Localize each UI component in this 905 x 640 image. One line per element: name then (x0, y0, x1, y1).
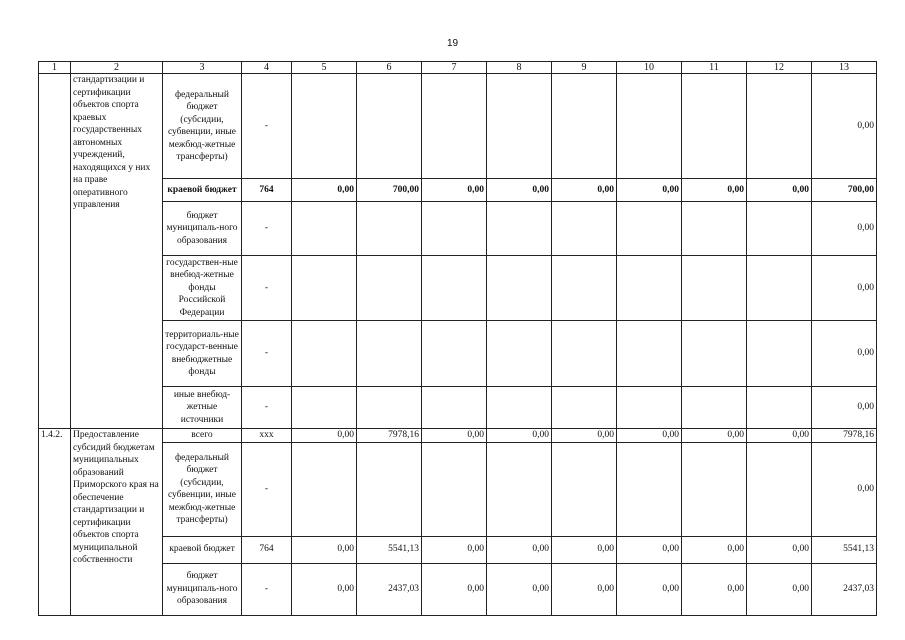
header-cell: 1 (39, 62, 71, 74)
total-cell: 0,00 (812, 442, 877, 536)
value-cell (682, 74, 747, 179)
value-cell (682, 256, 747, 321)
value-cell: 0,00 (747, 179, 812, 202)
value-cell (292, 74, 357, 179)
header-row (39, 62, 877, 74)
value-cell (747, 387, 812, 429)
value-cell: 0,00 (487, 429, 552, 443)
header-cell: 10 (617, 62, 682, 74)
header-cell: 4 (242, 62, 292, 74)
total-cell: 0,00 (812, 256, 877, 321)
value-cell (617, 74, 682, 179)
header-cell: 8 (487, 62, 552, 74)
value-cell (487, 256, 552, 321)
funding-source: территориаль-ные государст-венные внебюджетные фонды (163, 321, 242, 387)
value-cell (747, 74, 812, 179)
value-cell (422, 256, 487, 321)
value-cell (422, 442, 487, 536)
value-cell: 0,00 (487, 563, 552, 615)
value-cell: 7978,16 (357, 429, 422, 443)
value-cell (357, 74, 422, 179)
funding-source: государствен-ные внебюд-жетные фонды Российской Федерации (163, 256, 242, 321)
budget-code: 764 (242, 536, 292, 563)
table-row (39, 179, 877, 202)
budget-code: - (242, 387, 292, 429)
value-cell (292, 256, 357, 321)
total-cell: 0,00 (812, 321, 877, 387)
budget-code: - (242, 563, 292, 615)
value-cell (422, 74, 487, 179)
value-cell: 0,00 (292, 179, 357, 202)
header-cell: 13 (812, 62, 877, 74)
value-cell (487, 387, 552, 429)
table-row (39, 429, 877, 443)
value-cell (552, 387, 617, 429)
value-cell (617, 321, 682, 387)
header-cell: 2 (71, 62, 163, 74)
table-row (39, 202, 877, 256)
value-cell (487, 442, 552, 536)
value-cell (357, 321, 422, 387)
funding-source: бюджет муниципаль-ного образования (163, 563, 242, 615)
value-cell (682, 321, 747, 387)
value-cell (682, 442, 747, 536)
budget-table (38, 61, 877, 616)
funding-source: федеральный бюджет (субсидии, субвенции, иные межбюд-жетные трансферты) (163, 74, 242, 179)
value-cell (487, 321, 552, 387)
value-cell: 0,00 (552, 563, 617, 615)
table-row (39, 321, 877, 387)
value-cell (617, 442, 682, 536)
value-cell (682, 202, 747, 256)
value-cell: 0,00 (617, 563, 682, 615)
row-description: Предоставление субсидий бюджетам муниципальных образований Приморского края на обеспечение стандартизации и сертификации объектов спорта муниципальной собственности (71, 429, 163, 616)
total-cell: 5541,13 (812, 536, 877, 563)
value-cell: 2437,03 (357, 563, 422, 615)
total-cell: 700,00 (812, 179, 877, 202)
value-cell (682, 387, 747, 429)
value-cell (292, 202, 357, 256)
value-cell: 0,00 (487, 179, 552, 202)
value-cell: 0,00 (617, 429, 682, 443)
header-cell: 5 (292, 62, 357, 74)
value-cell: 0,00 (552, 536, 617, 563)
value-cell: 0,00 (682, 563, 747, 615)
value-cell: 0,00 (617, 536, 682, 563)
value-cell (357, 387, 422, 429)
budget-code: - (242, 202, 292, 256)
total-cell: 0,00 (812, 202, 877, 256)
value-cell (747, 202, 812, 256)
value-cell (617, 256, 682, 321)
value-cell (292, 321, 357, 387)
table-row (39, 563, 877, 615)
funding-source: краевой бюджет (163, 536, 242, 563)
value-cell (487, 74, 552, 179)
row-description: стандартизации и сертификации объектов спорта краевых государственных автономных учреждений, находящихся у них на праве оперативного управления (71, 74, 163, 429)
total-cell: 0,00 (812, 74, 877, 179)
value-cell: 0,00 (682, 536, 747, 563)
value-cell: 0,00 (292, 429, 357, 443)
budget-code: 764 (242, 179, 292, 202)
value-cell: 0,00 (682, 429, 747, 443)
value-cell (552, 202, 617, 256)
value-cell (422, 387, 487, 429)
value-cell (292, 442, 357, 536)
total-cell: 0,00 (812, 387, 877, 429)
value-cell: 0,00 (552, 429, 617, 443)
header-cell: 3 (163, 62, 242, 74)
row-code (39, 74, 71, 429)
value-cell (552, 321, 617, 387)
header-cell: 6 (357, 62, 422, 74)
value-cell: 0,00 (292, 536, 357, 563)
value-cell: 0,00 (617, 179, 682, 202)
table-row (39, 442, 877, 536)
header-cell: 11 (682, 62, 747, 74)
value-cell: 0,00 (422, 536, 487, 563)
value-cell: 0,00 (747, 429, 812, 443)
funding-source: иные внебюд-жетные источники (163, 387, 242, 429)
table-row (39, 74, 877, 179)
value-cell: 0,00 (422, 179, 487, 202)
value-cell: 0,00 (552, 179, 617, 202)
value-cell (747, 256, 812, 321)
funding-source: бюджет муниципаль-ного образования (163, 202, 242, 256)
header-cell: 9 (552, 62, 617, 74)
value-cell: 0,00 (747, 536, 812, 563)
value-cell (552, 74, 617, 179)
table-row (39, 387, 877, 429)
header-cell: 7 (422, 62, 487, 74)
budget-code: xxx (242, 429, 292, 443)
value-cell (747, 321, 812, 387)
total-cell: 7978,16 (812, 429, 877, 443)
value-cell (357, 442, 422, 536)
value-cell (617, 202, 682, 256)
table-row (39, 256, 877, 321)
value-cell (292, 387, 357, 429)
value-cell: 0,00 (487, 536, 552, 563)
value-cell (357, 202, 422, 256)
value-cell (747, 442, 812, 536)
value-cell (552, 442, 617, 536)
budget-code: - (242, 442, 292, 536)
budget-code: - (242, 321, 292, 387)
value-cell: 700,00 (357, 179, 422, 202)
value-cell: 0,00 (292, 563, 357, 615)
table-row (39, 536, 877, 563)
row-code: 1.4.2. (39, 429, 71, 616)
value-cell: 0,00 (422, 563, 487, 615)
value-cell (552, 256, 617, 321)
value-cell: 0,00 (422, 429, 487, 443)
value-cell: 0,00 (747, 563, 812, 615)
value-cell (357, 256, 422, 321)
page-number: 19 (446, 38, 459, 49)
funding-source: краевой бюджет (163, 179, 242, 202)
value-cell: 5541,13 (357, 536, 422, 563)
budget-code: - (242, 256, 292, 321)
value-cell (617, 387, 682, 429)
value-cell: 0,00 (682, 179, 747, 202)
funding-source: всего (163, 429, 242, 443)
budget-code: - (242, 74, 292, 179)
header-cell: 12 (747, 62, 812, 74)
total-cell: 2437,03 (812, 563, 877, 615)
value-cell (422, 321, 487, 387)
value-cell (422, 202, 487, 256)
funding-source: федеральный бюджет (субсидии, субвенции, иные межбюд-жетные трансферты) (163, 442, 242, 536)
value-cell (487, 202, 552, 256)
